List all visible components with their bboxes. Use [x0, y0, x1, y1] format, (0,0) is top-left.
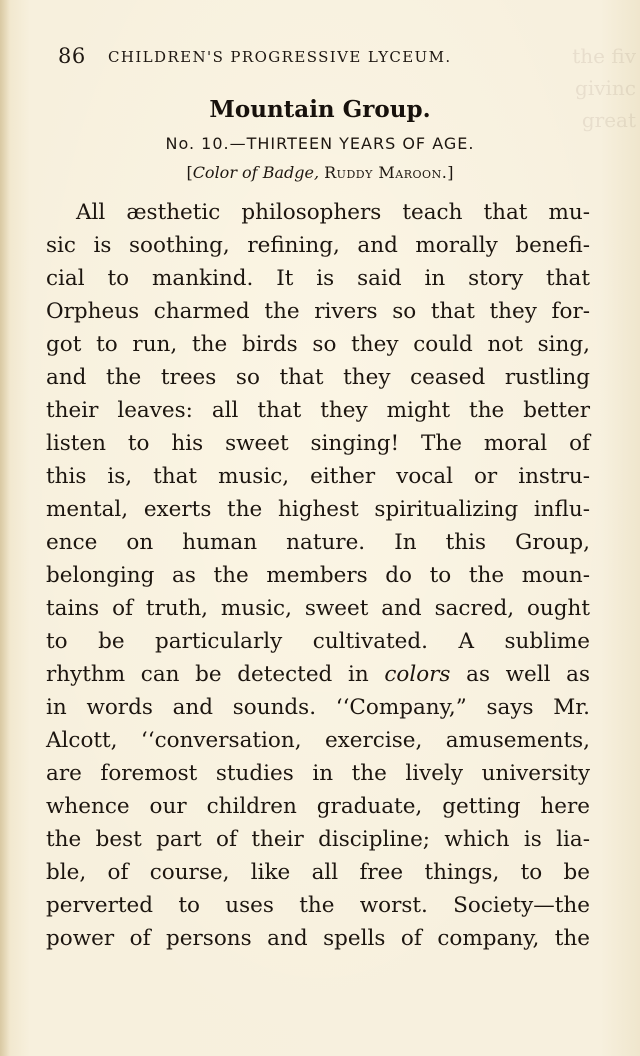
text-fragment: rhythm can be detected in — [46, 662, 385, 687]
bleed-through-line: givinc — [575, 76, 636, 100]
bleed-through-line: great — [581, 108, 636, 132]
text-line: are foremost studies in the lively university — [46, 761, 590, 786]
text-line: listen to his sweet singing! The moral of — [46, 431, 590, 456]
text-line-with-italic — [46, 658, 590, 691]
text-fragment: as well as — [450, 662, 591, 687]
badge-color-value: Ruddy Maroon. — [324, 163, 448, 182]
page-header — [58, 44, 518, 74]
text-line: mental, exerts the highest spiritualizing influ- — [46, 497, 590, 522]
text-line: got to run, the birds so they could not sing, — [46, 332, 590, 357]
text-line: Alcott, ‘‘conversation, exercise, amusements, — [46, 728, 590, 753]
text-line: whence our children graduate, getting here — [46, 794, 590, 819]
text-line: ence on human nature. In this Group, — [46, 530, 590, 555]
page-gutter-shadow — [0, 0, 10, 1056]
text-line: to be particularly cultivated. A sublime — [46, 629, 590, 654]
section-subtitle: No. 10.—THIRTEEN YEARS OF AGE. — [165, 134, 475, 153]
text-line: perverted to uses the worst. Society—the — [46, 893, 590, 918]
text-line: All æsthetic philosophers teach that mu- — [76, 200, 590, 225]
badge-color-line — [0, 163, 640, 182]
bracket-open: [ — [186, 163, 193, 182]
bracket-close: ] — [447, 163, 454, 182]
text-line: sic is soothing, refining, and morally benefi- — [46, 233, 590, 258]
text-line: and the trees so that they ceased rustling — [46, 365, 590, 390]
italic-word: colors — [384, 662, 451, 687]
body-paragraph — [46, 196, 590, 955]
text-line: cial to mankind. It is said in story that — [46, 266, 590, 291]
bleed-through-line: the fiv — [572, 44, 636, 68]
badge-label: Color of Badge, — [192, 163, 320, 182]
text-line: this is, that music, either vocal or instru- — [46, 464, 590, 489]
section-title: Mountain Group. — [209, 96, 431, 123]
text-line: the best part of their discipline; which is lia- — [46, 827, 590, 852]
text-line: ble, of course, like all free things, to be — [46, 860, 590, 885]
bleed-through-text — [546, 40, 640, 220]
page-number: 86 — [58, 44, 86, 68]
text-line: tains of truth, music, sweet and sacred, ought — [46, 596, 590, 621]
text-line: their leaves: all that they might the better — [46, 398, 590, 423]
text-line: Orpheus charmed the rivers so that they for- — [46, 299, 590, 324]
running-head: CHILDREN'S PROGRESSIVE LYCEUM. — [108, 48, 452, 66]
text-line: power of persons and spells of company, the — [46, 926, 590, 951]
text-line: belonging as the members do to the moun- — [46, 563, 590, 588]
text-line: in words and sounds. ‘‘Company,” says Mr. — [46, 695, 590, 720]
